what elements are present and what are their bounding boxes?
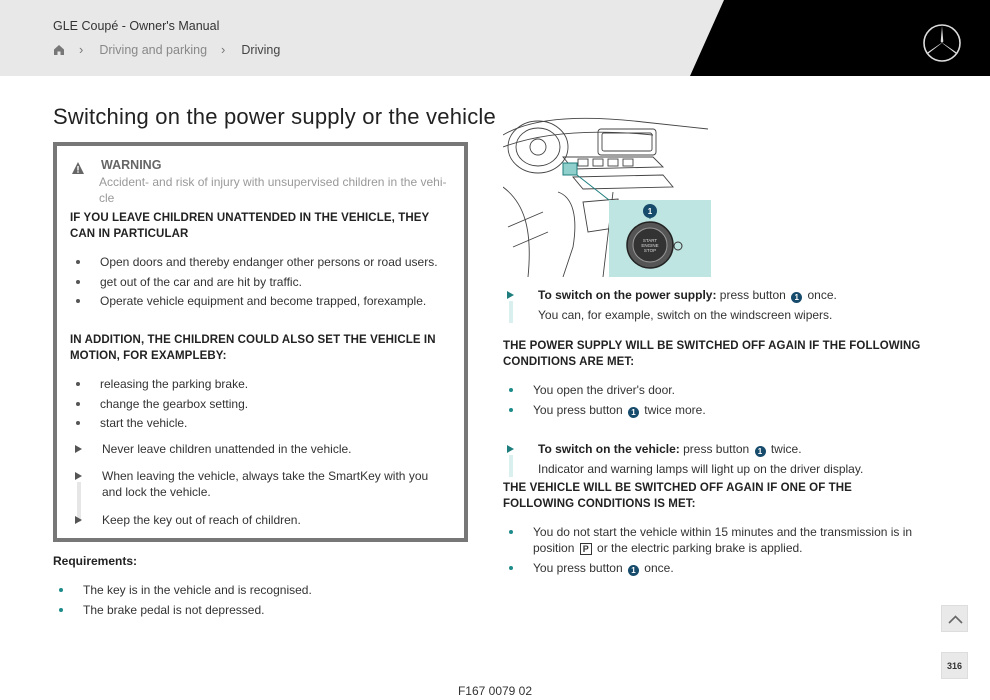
breadcrumb-driving[interactable]: Driving	[241, 42, 281, 57]
start-stop-button-diagram	[503, 107, 711, 277]
bullet-icon	[509, 408, 513, 412]
list-item: You do not start the vehicle within 15 minutes and the transmission is in position P or the electric parking brake is applied.	[503, 524, 923, 560]
bullet-icon	[76, 260, 80, 264]
list-item: Open doors and thereby endanger other persons or road users.	[70, 254, 438, 274]
svg-text:STOP: STOP	[643, 248, 657, 253]
breadcrumb	[53, 42, 280, 57]
chevron-right-icon: ›	[79, 42, 84, 57]
bullet-icon	[76, 280, 80, 284]
list-item: The brake pedal is not depressed.	[53, 602, 312, 622]
power-off-conditions-list	[503, 382, 706, 421]
vehicle-off-conditions-heading: THE VEHICLE WILL BE SWITCHED OFF AGAIN IF ONE OF THE FOLLOWING CONDITIONS IS MET:	[503, 482, 852, 510]
doc-title: GLE Coupé - Owner's Manual	[53, 19, 220, 33]
list-item: change the gearbox setting.	[70, 396, 248, 416]
warning-step: Keep the key out of reach of children.	[75, 512, 445, 528]
mercedes-star-logo[interactable]	[922, 23, 962, 63]
header	[0, 0, 990, 76]
list-item: You press button 1 once.	[503, 560, 923, 580]
button-1-badge-icon: 1	[628, 407, 639, 418]
list-item: You open the driver's door.	[503, 382, 706, 402]
warning-list-1	[70, 254, 438, 313]
power-off-conditions-heading: THE POWER SUPPLY WILL BE SWITCHED OFF AGAIN IF THE FOLLOWING CONDITIONS ARE MET:	[503, 340, 921, 368]
bullet-icon	[76, 382, 80, 386]
step-vehicle: To switch on the vehicle: press button 1 twice. Indicator and warning lamps will light up on the driver display.	[507, 439, 927, 479]
step-arrow-icon	[75, 445, 82, 453]
bullet-icon	[76, 402, 80, 406]
list-item: The key is in the vehicle and is recognised.	[53, 582, 312, 602]
bullet-icon	[509, 566, 513, 570]
bullet-icon	[76, 421, 80, 425]
list-item: You press button 1 twice more.	[503, 402, 706, 422]
requirements-title: Requirements:	[53, 554, 138, 568]
svg-text:ENGINE: ENGINE	[641, 243, 659, 248]
scroll-to-top-button[interactable]	[941, 605, 968, 632]
breadcrumb-driving-and-parking[interactable]: Driving and parking	[99, 42, 208, 57]
warning-caps-heading-1: IF YOU LEAVE CHILDREN UNATTENDED IN THE VEHICLE, THEY CAN IN PARTICULAR	[70, 212, 430, 240]
step-bar	[509, 455, 513, 477]
bullet-icon	[59, 588, 63, 592]
svg-text:START: START	[642, 238, 658, 243]
step-arrow-icon	[507, 445, 514, 453]
bullet-icon	[59, 608, 63, 612]
list-item: start the vehicle.	[70, 415, 248, 435]
home-icon[interactable]	[53, 44, 65, 56]
vehicle-off-conditions-list	[503, 524, 923, 580]
page-title: Switching on the power supply or the vehicle	[53, 104, 496, 129]
step-bar	[509, 301, 513, 323]
park-position-icon: P	[580, 543, 592, 555]
svg-text:1: 1	[647, 207, 653, 216]
step-power-supply: To switch on the power supply: press button 1 once. You can, for example, switch on the windscreen wipers.	[507, 285, 927, 325]
warning-list-2	[70, 376, 248, 435]
step-arrow-icon	[75, 472, 82, 480]
chevron-up-icon	[942, 606, 969, 633]
list-item: releasing the parking brake.	[70, 376, 248, 396]
figure-code: F167 0079 02	[457, 684, 533, 698]
requirements-list	[53, 582, 312, 621]
warning-step: When leaving the vehicle, always take the SmartKey with you and lock the vehicle.	[75, 468, 445, 500]
step-arrow-icon	[75, 516, 82, 524]
list-item: Operate vehicle equipment and become trapped, forexample.	[70, 293, 438, 313]
warning-label: WARNING	[101, 158, 162, 172]
warning-box	[53, 142, 468, 542]
page-number-badge[interactable]: 316	[941, 652, 968, 679]
step-note: You can, for example, switch on the windscreen wipers.	[538, 308, 833, 322]
chevron-right-icon: ›	[221, 42, 226, 57]
button-1-badge-icon: 1	[755, 446, 766, 457]
bullet-icon	[509, 530, 513, 534]
button-1-badge-icon: 1	[628, 565, 639, 576]
warning-step: Never leave children unattended in the vehicle.	[75, 441, 445, 457]
bullet-icon	[76, 299, 80, 303]
button-1-badge-icon: 1	[791, 292, 802, 303]
step-note: Indicator and warning lamps will light up on the driver display.	[538, 462, 864, 476]
warning-triangle-icon	[71, 161, 85, 175]
warning-subtitle: Accident- and risk of injury with unsupervised children in the vehi-cle	[99, 175, 447, 205]
bullet-icon	[509, 388, 513, 392]
step-arrow-icon	[507, 291, 514, 299]
list-item: get out of the car and are hit by traffic.	[70, 274, 438, 294]
warning-caps-heading-2: IN ADDITION, THE CHILDREN COULD ALSO SET THE VEHICLE IN MOTION, FOR EXAMPLEBY:	[70, 334, 436, 362]
